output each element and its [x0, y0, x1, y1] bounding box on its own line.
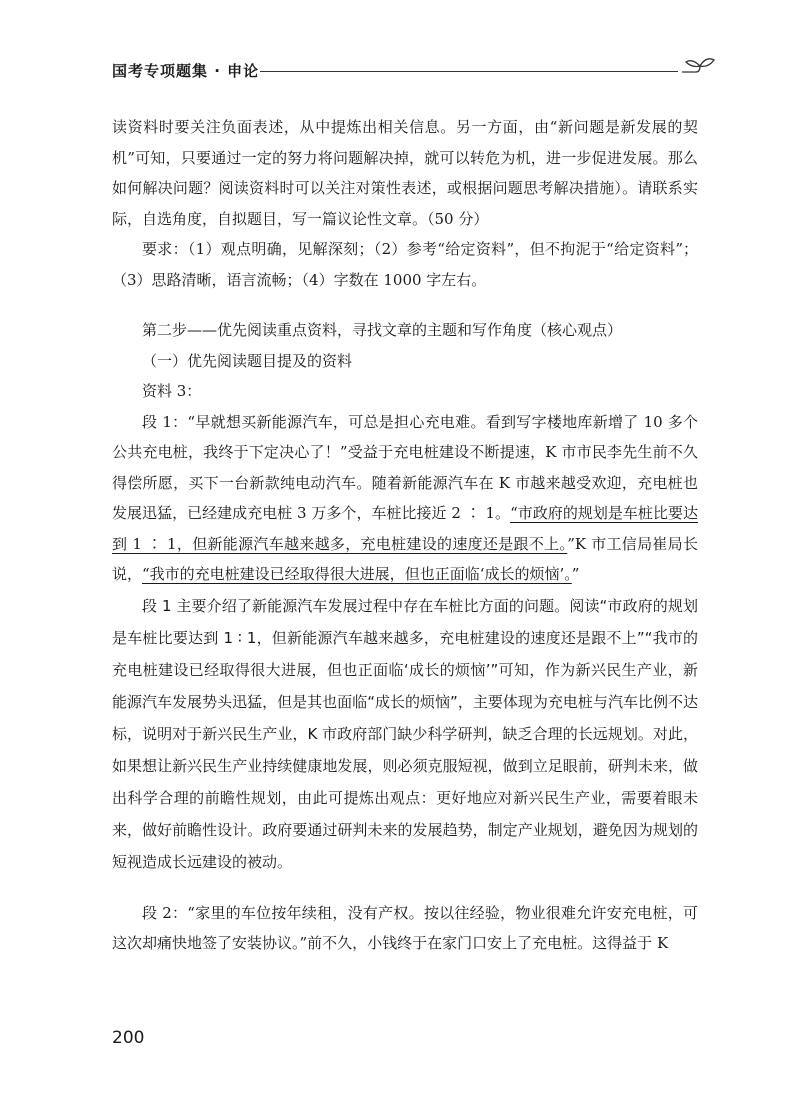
material-paragraph-2: 段 2：“家里的车位按年续租，没有产权。按以往经验，物业很难允许安充电桩，可这次却痛快地签了安装协议。”前不久，小钱终于在家门口安上了充电桩。这得益于 K — [112, 903, 698, 952]
analysis-paragraph: 段 1 主要介绍了新能源汽车发展过程中存在车桩比方面的问题。阅读“市政府的规划是车桩比要达到 1 ∶ 1，但新能源汽车越来越多，充电桩建设的速度还是跟不上”“我市的充电桩建设已经取得很大进展，但也正面临‘成长的烦恼’”可知，作为新兴民生产业，新能源汽车发展势头迅猛，但是其也面临“成长的烦恼”，主要体现为充电桩与汽车比例不达标，说明对于新兴民生产业，K 市政府部门缺少科学研判，缺乏合理的长远规划。对此，如果想让新兴民生产业持续健康地发展，则必须克服短视，做到立足眼前，研判未来，做出科学合理的前瞻性规划，由此可提炼出观点：更好地应对新兴民生产业，需要着眼未来，做好前瞻性设计。政府要通过研判未来的发展趋势，制定产业规划，避免因为规划的短视造成长远建设的被动。 — [112, 596, 698, 871]
question-prompt-continued: 读资料时要关注负面表述，从中提炼出相关信息。另一方面，由“新问题是新发展的契机”可知，只要通过一定的努力将问题解决掉，就可以转危为机，进一步促进发展。那么如何解决问题？阅读资料时可以关注对策性表述，或根据问题思考解决措施）。请联系实际，自选角度，自拟题目，写一篇议论性文章。（50 分） — [112, 118, 698, 228]
page-number: 200 — [112, 1028, 145, 1048]
underlined-quote-3: “我市的充电桩建设已经取得很大进展， — [142, 565, 405, 583]
running-header — [112, 56, 712, 86]
page-body — [112, 112, 698, 959]
underlined-quote-4: 但也正面临‘成长的烦恼’。 — [404, 565, 572, 583]
section-heading: （一）优先阅读题目提及的资料 — [142, 351, 353, 370]
underlined-quote-2: 充电桩建设的速度还是跟不上。 — [360, 534, 568, 553]
para1-close-quote: ” — [571, 565, 580, 583]
book-title: 国考专项题集 · 申论 — [112, 62, 260, 80]
para1-text: 段 1：“早就想买新能源汽车，可总是担心充电难。看到写字楼地库新增了 10 多个公共充电桩，我终于下定决心了！”受益于充电桩建设不断提速，K 市市民李先生前不久得偿所愿，买下一台新款纯电动汽车。随着新能源汽车在 K 市越来越受欢迎，充电桩也发展迅猛，已经建成充电桩 3 万多个，车桩比接近 2 ∶ 1。 — [112, 412, 698, 522]
material-paragraph-1 — [112, 407, 698, 590]
sprout-icon — [678, 56, 718, 86]
para1-attribution: ”K 市工信局崔局长说， — [112, 534, 698, 583]
material-label: 资料 3： — [142, 382, 202, 400]
underlined-quote-1: “市政府的规划是车桩比要达到 1 ∶ 1，但新能源汽车越来越多， — [112, 504, 699, 553]
header-rule — [260, 71, 678, 72]
step-heading: 第二步——优先阅读重点资料，寻找文章的主题和写作角度（核心观点） — [142, 321, 623, 339]
requirements: 要求：（1）观点明确，见解深刻；（2）参考“给定资料”，但不拘泥于“给定资料”；（3）思路清晰，语言流畅；（4）字数在 1000 字左右。 — [112, 240, 698, 289]
